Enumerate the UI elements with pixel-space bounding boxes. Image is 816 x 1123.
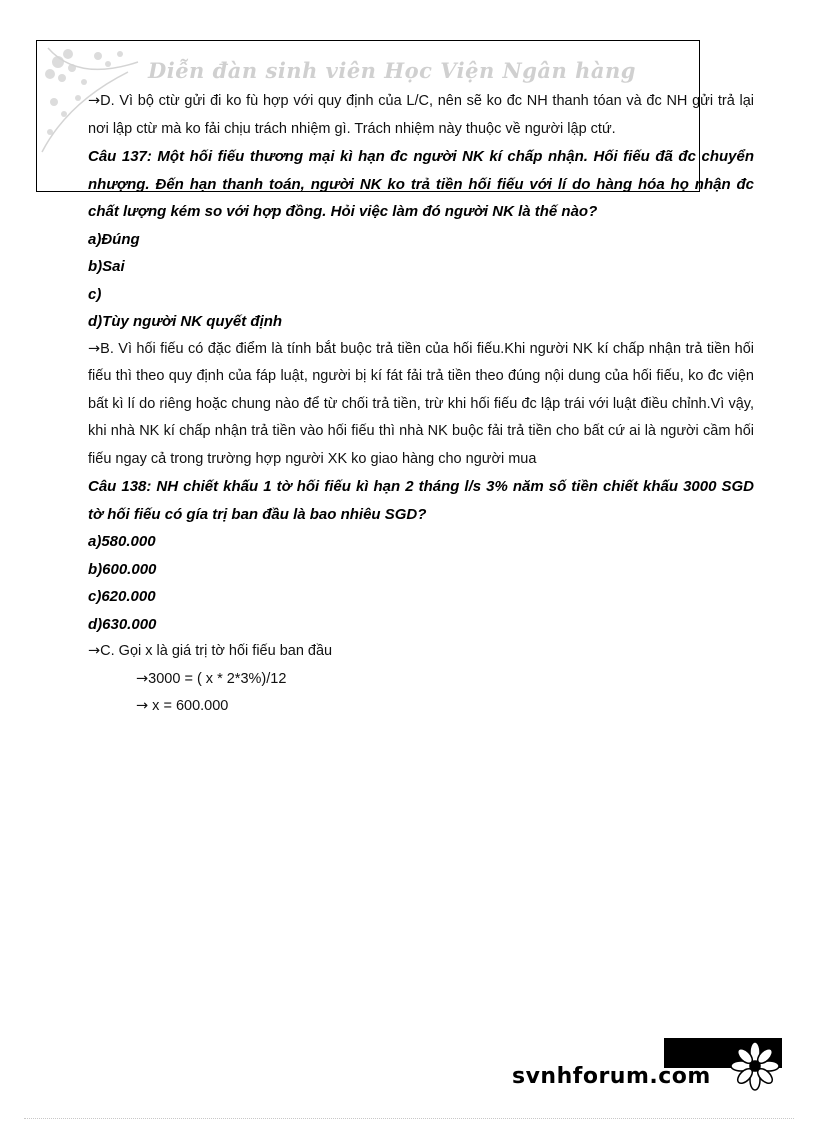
footer-divider (24, 1118, 794, 1119)
calc-step: →3000 = ( x * 2*3%)/12 (136, 670, 287, 687)
question-138: Câu 138: NH chiết khấu 1 tờ hối fiếu kì hạn 2 tháng l/s 3% năm số tiền chiết khấu 3000 SGD tờ hối fiếu có gía trị ban đầu là bao nhiêu SGD? (88, 478, 754, 523)
arrow-icon: → (136, 670, 149, 687)
header-title: Diễn đàn sinh viên Học Viện Ngân hàng (148, 58, 636, 83)
logo-text: svnhforum.com (512, 1064, 711, 1089)
arrow-icon: → (88, 340, 101, 357)
option-d: d)630.000 (88, 615, 157, 633)
answer-paragraph: →B. Vì hối fiếu có đặc điểm là tính bắt buộc trả tiền của hối fiếu.Khi người NK kí chấp nhận trả tiền hối fiếu thì theo quy định của fáp luật, người bị kí fát fải trả tiền theo đúng nội dung của hối fiếu, ko đc viện bất kì lí do riêng hoặc chung nào để từ chối trả tiền, trừ khi hối fiếu đc lập trái với luật điều chỉnh.Vì vậy, khi nhà NK kí chấp nhận trả tiền vào hối fiếu thì nhà NK buộc fải trả tiền cho bất cứ ai là người cầm hối fiếu ngay cả trong trường hợp người XK ko giao hàng cho người mua (88, 340, 754, 467)
calc-step: → x = 600.000 (136, 698, 229, 714)
footer-logo (508, 1036, 788, 1100)
arrow-icon: → (136, 698, 149, 714)
option-c: c) (88, 285, 102, 303)
arrow-icon: → (88, 643, 101, 659)
question-137: Câu 137: Một hối fiếu thương mại kì hạn đc người NK kí chấp nhận. Hối fiếu đã đc chuyển nhượng. Đến hạn thanh toán, người NK ko trả tiền hối fiếu với lí do hàng hóa họ nhận đc chất lượng kém so với hợp đồng. Hỏi việc làm đó người NK là thế nào? (88, 148, 754, 220)
document-body (88, 88, 754, 721)
option-c: c)620.000 (88, 588, 156, 605)
option-a: a)Đúng (88, 230, 140, 248)
arrow-icon: → (88, 93, 101, 109)
flower-icon (726, 1040, 784, 1092)
option-b: b)Sai (88, 258, 125, 275)
option-d: d)Tùy người NK quyết định (88, 313, 283, 330)
option-b: b)600.000 (88, 560, 157, 578)
option-a: a)580.000 (88, 533, 156, 550)
answer-paragraph: →C. Gọi x là giá trị tờ hối fiếu ban đầu (88, 643, 333, 659)
answer-paragraph: →D. Vì bộ ctừ gửi đi ko fù hợp với quy định của L/C, nên sẽ ko đc NH thanh tóan và đc NH gửi trả lại nơi lập ctừ mà ko fải chịu trách nhiệm gì. Trách nhiệm này thuộc về người lập ctứ. (88, 93, 754, 137)
